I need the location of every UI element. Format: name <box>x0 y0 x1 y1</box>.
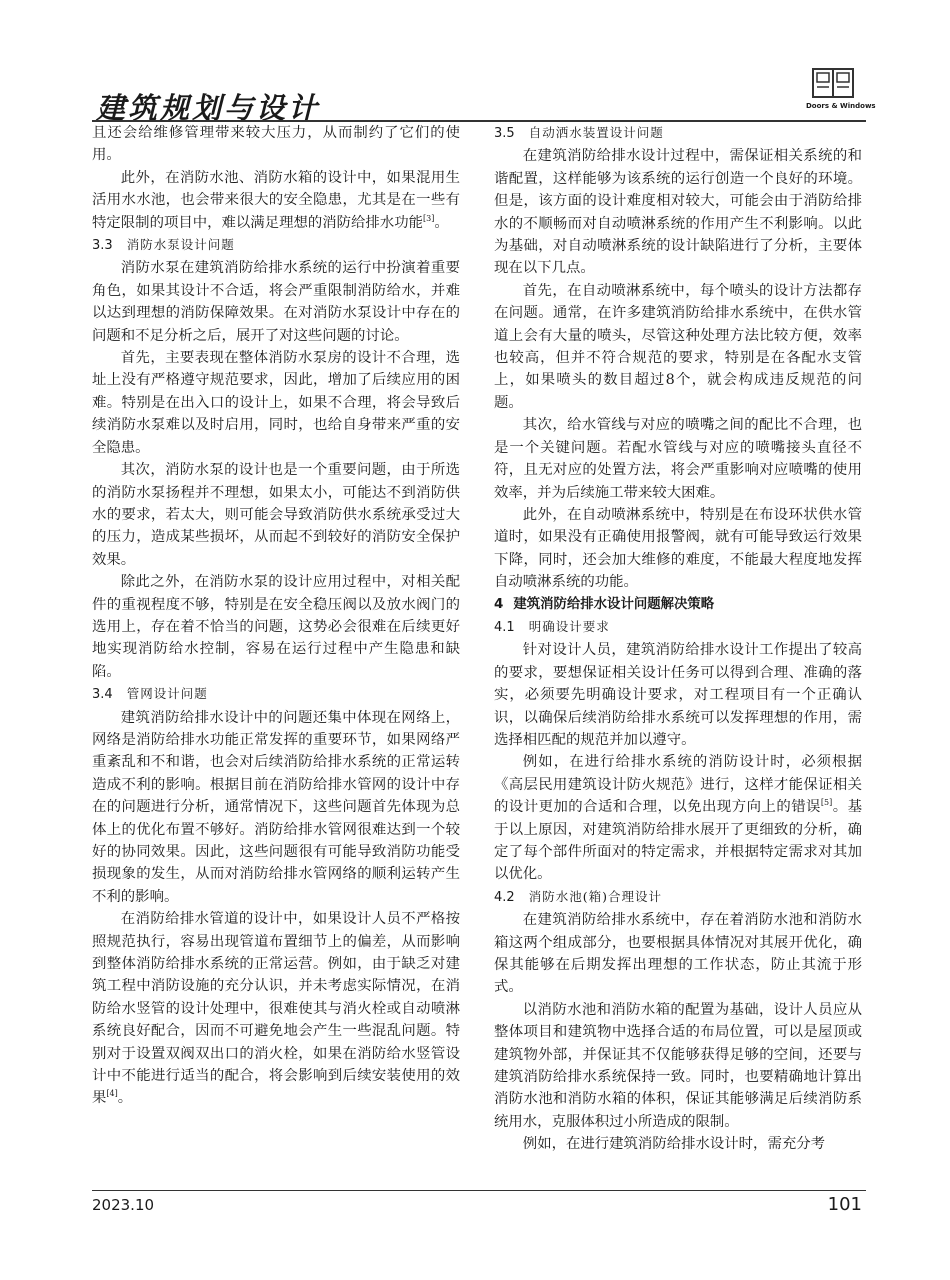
paragraph: 建筑消防给排水设计中的问题还集中体现在网络上，网络是消防给排水功能正常发挥的重要环节，如果网络严重紊乱和不和谐，也会对后续消防给排水系统的正常运转造成不利的影响。根据目前在消防给排水管网的设计中存在的问题进行分析，通常情况下，这些问题首先体现为总体上的优化布置不够好。消防给排水管网很难达到一个较好的协同效果。因此，这些问题很有可能导致消防功能受损现象的发生，从而对消防给排水管网络的顺利运转产生不利的影响。 <box>92 709 460 905</box>
paragraph: 此外，在自动喷淋系统中，特别是在布设环状供水管道时，如果没有正确使用报警阀，就有可能导致运行效果下降，同时，还会加大维修的难度，不能最大程度地发挥自动喷淋系统的功能。 <box>494 506 862 591</box>
footer-rule <box>92 1190 866 1191</box>
section-heading-4-1: 4.1 明确设计要求 <box>494 618 610 635</box>
paragraph: 首先，主要表现在整体消防水泵房的设计不合理，选址上没有严格遵守规范要求，因此，增加了后续应用的困难。特别是在出入口的设计上，如果不合理，将会导致后续消防水泵难以及时启用，同时，也给自身带来严重的安全隐患。 <box>92 350 460 456</box>
paragraph: 消防水泵在建筑消防给排水系统的运行中扮演着重要角色，如果其设计不合适，将会严重限制消防给水，并难以达到理想的消防保障效果。在对消防水泵设计中存在的问题和不足分析之后，展开了对这些问题的讨论。 <box>92 260 460 344</box>
paragraph: 在建筑消防给排水系统中，存在着消防水池和消防水箱这两个组成部分，也要根据具体情况对其展开优化，确保其能够在后期发挥出理想的工作状态，防止其流于形式。 <box>494 912 862 996</box>
paragraph: 针对设计人员，建筑消防给排水设计工作提出了较高的要求，要想保证相关设计任务可以得到合理、准确的落实，必须要先明确设计要求，对工程项目有一个正确认识，以确保后续消防给排水系统可以发挥理想的作用，需选择相匹配的规范并加以遵守。 <box>494 642 862 748</box>
paragraph: 其次，给水管线与对应的喷嘴之间的配比不合理，也是一个关键问题。若配水管线与对应的喷嘴接头直径不符，且无对应的处置方法，将会严重影响对应喷嘴的使用效率，并为后续施工带来较大困难。 <box>494 417 862 501</box>
paragraph: 例如，在进行建筑消防给排水设计时，需充分考 <box>522 1136 826 1153</box>
section-heading-3-4: 3.4 管网设计问题 <box>92 686 208 703</box>
logo-text: Doors & Windows <box>806 102 876 110</box>
section-heading-3-5: 3.5 自动洒水装置设计问题 <box>494 125 664 141</box>
section-heading-4-2: 4.2 消防水池(箱)合理设计 <box>494 888 662 905</box>
paragraph: 以消防水池和消防水箱的配置为基础，设计人员应从整体项目和建筑物中选择合适的布局位置，可以是屋顶或建筑物外部，并保证其不仅能够获得足够的空间，还要与建筑消防给排水系统保持一致。同时，也要精确地计算出消防水池和消防水箱的体积，保证其能够满足后续消防系统用水，克服体积过小所造成的限制。 <box>494 1001 862 1130</box>
right-column <box>494 122 862 1156</box>
paragraph: 且还会给维修管理带来较大压力，从而制约了它们的使用。 <box>92 125 460 164</box>
paragraph: 此外，在消防水池、消防水箱的设计中，如果混用生活用水水池，也会带来很大的安全隐患，尤其是在一些有特定限制的项目中，难以满足理想的消防给排水功能[3]。 <box>92 169 460 231</box>
left-column <box>92 122 460 1110</box>
paragraph: 除此之外，在消防水泵的设计应用过程中，对相关配件的重视程度不够，特别是在安全稳压阀以及放水阀门的选用上，存在着不恰当的问题，这势必会很难在后续更好地实现消防给水控制，容易在运行过程中产生隐患和缺陷。 <box>92 574 460 680</box>
paragraph: 在建筑消防给排水设计过程中，需保证相关系统的和谐配置，这样能够为该系统的运行创造一个良好的环境。但是，该方面的设计难度相对较大，可能会由于消防给排水的不顺畅而对自动喷淋系统的作用产生不利影响。以此为基础，对自动喷淋系统的设计缺陷进行了分析，主要体现在以下几点。 <box>494 148 862 277</box>
journal-section-title: 建筑规划与设计 <box>96 91 321 125</box>
section-heading-4: 4 建筑消防给排水设计问题解决策略 <box>494 596 715 612</box>
paragraph: 在消防给排水管道的设计中，如果设计人员不严格按照规范执行，容易出现管道布置细节上的偏差，从而影响到整体消防给排水系统的正常运营。例如，由于缺乏对建筑工程中消防设施的充分认识，并未考虑实际情况，在消防给水竖管的设计处理中，很难使其与消火栓或自动喷淋系统良好配合，因而不可避免地会产生一些混乱问题。特别对于设置双阀双出口的消火栓，如果在消防给水竖管设计中不能进行适当的配合，将会影响到后续安装使用的效果[4]。 <box>92 911 460 1107</box>
doors-windows-logo <box>806 68 876 116</box>
paragraph: 其次，消防水泵的设计也是一个重要问题，由于所选的消防水泵扬程并不理想，如果太小，可能达不到消防供水的要求，若太大，则可能会导致消防供水系统承受过大的压力，造成某些损坏，从而起不到较好的消防安全保护效果。 <box>92 462 460 568</box>
paragraph: 例如，在进行给排水系统的消防设计时，必须根据《高层民用建筑设计防火规范》进行，这样才能保证相关的设计更加的合适和合理，以免出现方向上的错误[5]。基于以上原因，对建筑消防给排水展开了更细致的分析，确定了每个部件所面对的特定需求，并根据特定需求对其加以优化。 <box>494 754 862 883</box>
logo-mark-icon <box>812 68 854 98</box>
issue-date: 2023.10 <box>92 1196 155 1214</box>
paragraph: 首先，在自动喷淋系统中，每个喷头的设计方法都存在问题。通常，在许多建筑消防给排水系统中，在供水管道上会有大量的喷头，尽管这种处理方法比较方便，效率也较高，但并不符合规范的要求，特别是在各配水支管上，如果喷头的数目超过8个，就会构成违反规范的问题。 <box>494 282 862 411</box>
page-number: 101 <box>827 1194 862 1215</box>
section-heading-3-3: 3.3 消防水泵设计问题 <box>92 237 235 254</box>
